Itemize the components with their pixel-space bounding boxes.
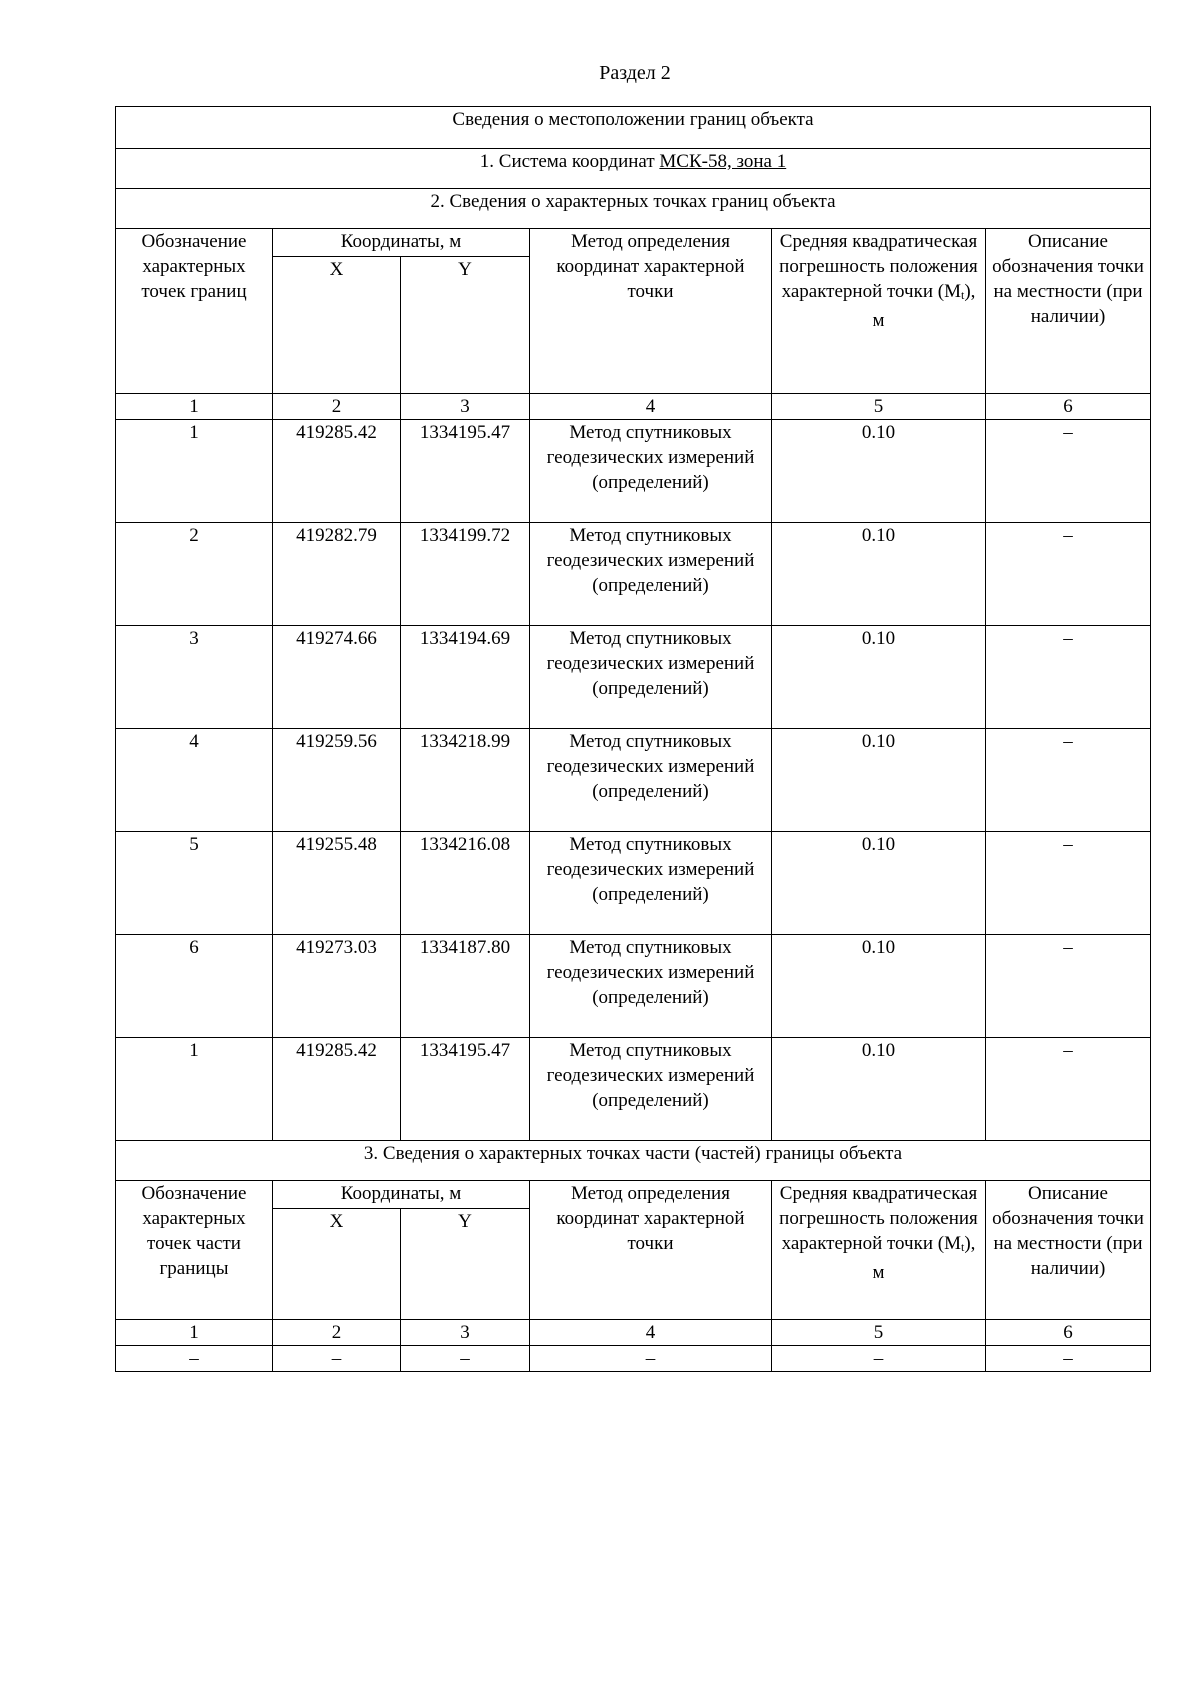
- section3-title-row: [116, 1141, 1151, 1181]
- header-error-unit: ), м: [872, 281, 976, 331]
- cell-point: –: [116, 1346, 273, 1372]
- col-number: 6: [986, 1320, 1151, 1346]
- table-row: [116, 1038, 1151, 1141]
- cell-description: –: [986, 935, 1151, 1038]
- cell-y: 1334199.72: [401, 523, 530, 626]
- header-error-sub: t: [960, 1240, 965, 1254]
- cell-error: 0.10: [772, 523, 986, 626]
- coord-system-prefix: 1. Система координат: [479, 151, 655, 172]
- col-number: 5: [772, 1320, 986, 1346]
- cell-x: 419285.42: [273, 1038, 401, 1141]
- cell-x: –: [273, 1346, 401, 1372]
- cell-method: Метод спутниковых геодезических измерений (определений): [530, 935, 772, 1038]
- cell-x: 419259.56: [273, 729, 401, 832]
- header-x: X: [273, 1209, 401, 1320]
- header-error: [772, 229, 986, 394]
- cell-method: –: [530, 1346, 772, 1372]
- cell-point: 6: [116, 935, 273, 1038]
- cell-error: 0.10: [772, 832, 986, 935]
- cell-point: 1: [116, 1038, 273, 1141]
- header-point: Обозначение характерных точек части границы: [116, 1181, 273, 1320]
- col-number: 2: [273, 1320, 401, 1346]
- table-row: [116, 729, 1151, 832]
- cell-description: –: [986, 729, 1151, 832]
- cell-y: 1334195.47: [401, 1038, 530, 1141]
- col-number: 2: [273, 394, 401, 420]
- boundary-info-table: [115, 106, 1151, 1372]
- cell-x: 419273.03: [273, 935, 401, 1038]
- table-title-row: [116, 107, 1151, 149]
- cell-error: 0.10: [772, 626, 986, 729]
- header-error-unit: ), м: [872, 1233, 976, 1283]
- header-y: Y: [401, 257, 530, 394]
- col-number: 3: [401, 394, 530, 420]
- cell-point: 1: [116, 420, 273, 523]
- coord-system-row: [116, 149, 1151, 189]
- col-number: 1: [116, 394, 273, 420]
- cell-y: 1334216.08: [401, 832, 530, 935]
- table-title: Сведения о местоположении границ объекта: [116, 107, 1151, 149]
- cell-x: 419285.42: [273, 420, 401, 523]
- section2-colnum-row: [116, 394, 1151, 420]
- table-row: [116, 420, 1151, 523]
- cell-error: –: [772, 1346, 986, 1372]
- cell-error: 0.10: [772, 420, 986, 523]
- table-row: [116, 523, 1151, 626]
- col-number: 5: [772, 394, 986, 420]
- header-error: [772, 1181, 986, 1320]
- cell-x: 419274.66: [273, 626, 401, 729]
- cell-point: 5: [116, 832, 273, 935]
- cell-method: Метод спутниковых геодезических измерений (определений): [530, 523, 772, 626]
- header-description: Описание обозначения точки на местности (при наличии): [986, 229, 1151, 394]
- col-number: 1: [116, 1320, 273, 1346]
- header-x: X: [273, 257, 401, 394]
- cell-y: 1334187.80: [401, 935, 530, 1038]
- header-point: Обозначение характерных точек границ: [116, 229, 273, 394]
- table-row: [116, 1346, 1151, 1372]
- table-row: [116, 935, 1151, 1038]
- section2-title-row: [116, 189, 1151, 229]
- cell-description: –: [986, 626, 1151, 729]
- section2-header-row: [116, 229, 1151, 257]
- cell-error: 0.10: [772, 1038, 986, 1141]
- cell-description: –: [986, 420, 1151, 523]
- table-row: [116, 626, 1151, 729]
- cell-method: Метод спутниковых геодезических измерений (определений): [530, 626, 772, 729]
- cell-method: Метод спутниковых геодезических измерений (определений): [530, 420, 772, 523]
- cell-point: 4: [116, 729, 273, 832]
- header-coords: Координаты, м: [273, 1181, 530, 1209]
- cell-method: Метод спутниковых геодезических измерений (определений): [530, 1038, 772, 1141]
- coord-system-value: МСК-58, зона 1: [659, 151, 787, 172]
- coord-system: [116, 149, 1151, 189]
- cell-description: –: [986, 832, 1151, 935]
- header-method: Метод определения координат характерной точки: [530, 229, 772, 394]
- cell-description: –: [986, 523, 1151, 626]
- cell-description: –: [986, 1038, 1151, 1141]
- cell-y: 1334194.69: [401, 626, 530, 729]
- table-row: [116, 832, 1151, 935]
- cell-method: Метод спутниковых геодезических измерений (определений): [530, 729, 772, 832]
- header-error-text: Средняя квадратическая погрешность положения характерной точки (M: [779, 231, 978, 302]
- col-number: 4: [530, 1320, 772, 1346]
- cell-method: Метод спутниковых геодезических измерений (определений): [530, 832, 772, 935]
- cell-y: 1334195.47: [401, 420, 530, 523]
- section2-title: 2. Сведения о характерных точках границ объекта: [116, 189, 1151, 229]
- col-number: 4: [530, 394, 772, 420]
- cell-error: 0.10: [772, 935, 986, 1038]
- header-y: Y: [401, 1209, 530, 1320]
- cell-y: 1334218.99: [401, 729, 530, 832]
- col-number: 3: [401, 1320, 530, 1346]
- cell-point: 2: [116, 523, 273, 626]
- cell-point: 3: [116, 626, 273, 729]
- cell-x: 419282.79: [273, 523, 401, 626]
- header-error-sub: t: [960, 288, 965, 302]
- cell-error: 0.10: [772, 729, 986, 832]
- cell-x: 419255.48: [273, 832, 401, 935]
- section3-title: 3. Сведения о характерных точках части (частей) границы объекта: [116, 1141, 1151, 1181]
- header-description: Описание обозначения точки на местности (при наличии): [986, 1181, 1151, 1320]
- header-error-text: Средняя квадратическая погрешность положения характерной точки (M: [779, 1183, 978, 1254]
- header-method: Метод определения координат характерной точки: [530, 1181, 772, 1320]
- section3-colnum-row: [116, 1320, 1151, 1346]
- header-coords: Координаты, м: [273, 229, 530, 257]
- page-title: Раздел 2: [599, 62, 671, 84]
- section3-header-row: [116, 1181, 1151, 1209]
- cell-description: –: [986, 1346, 1151, 1372]
- cell-y: –: [401, 1346, 530, 1372]
- col-number: 6: [986, 394, 1151, 420]
